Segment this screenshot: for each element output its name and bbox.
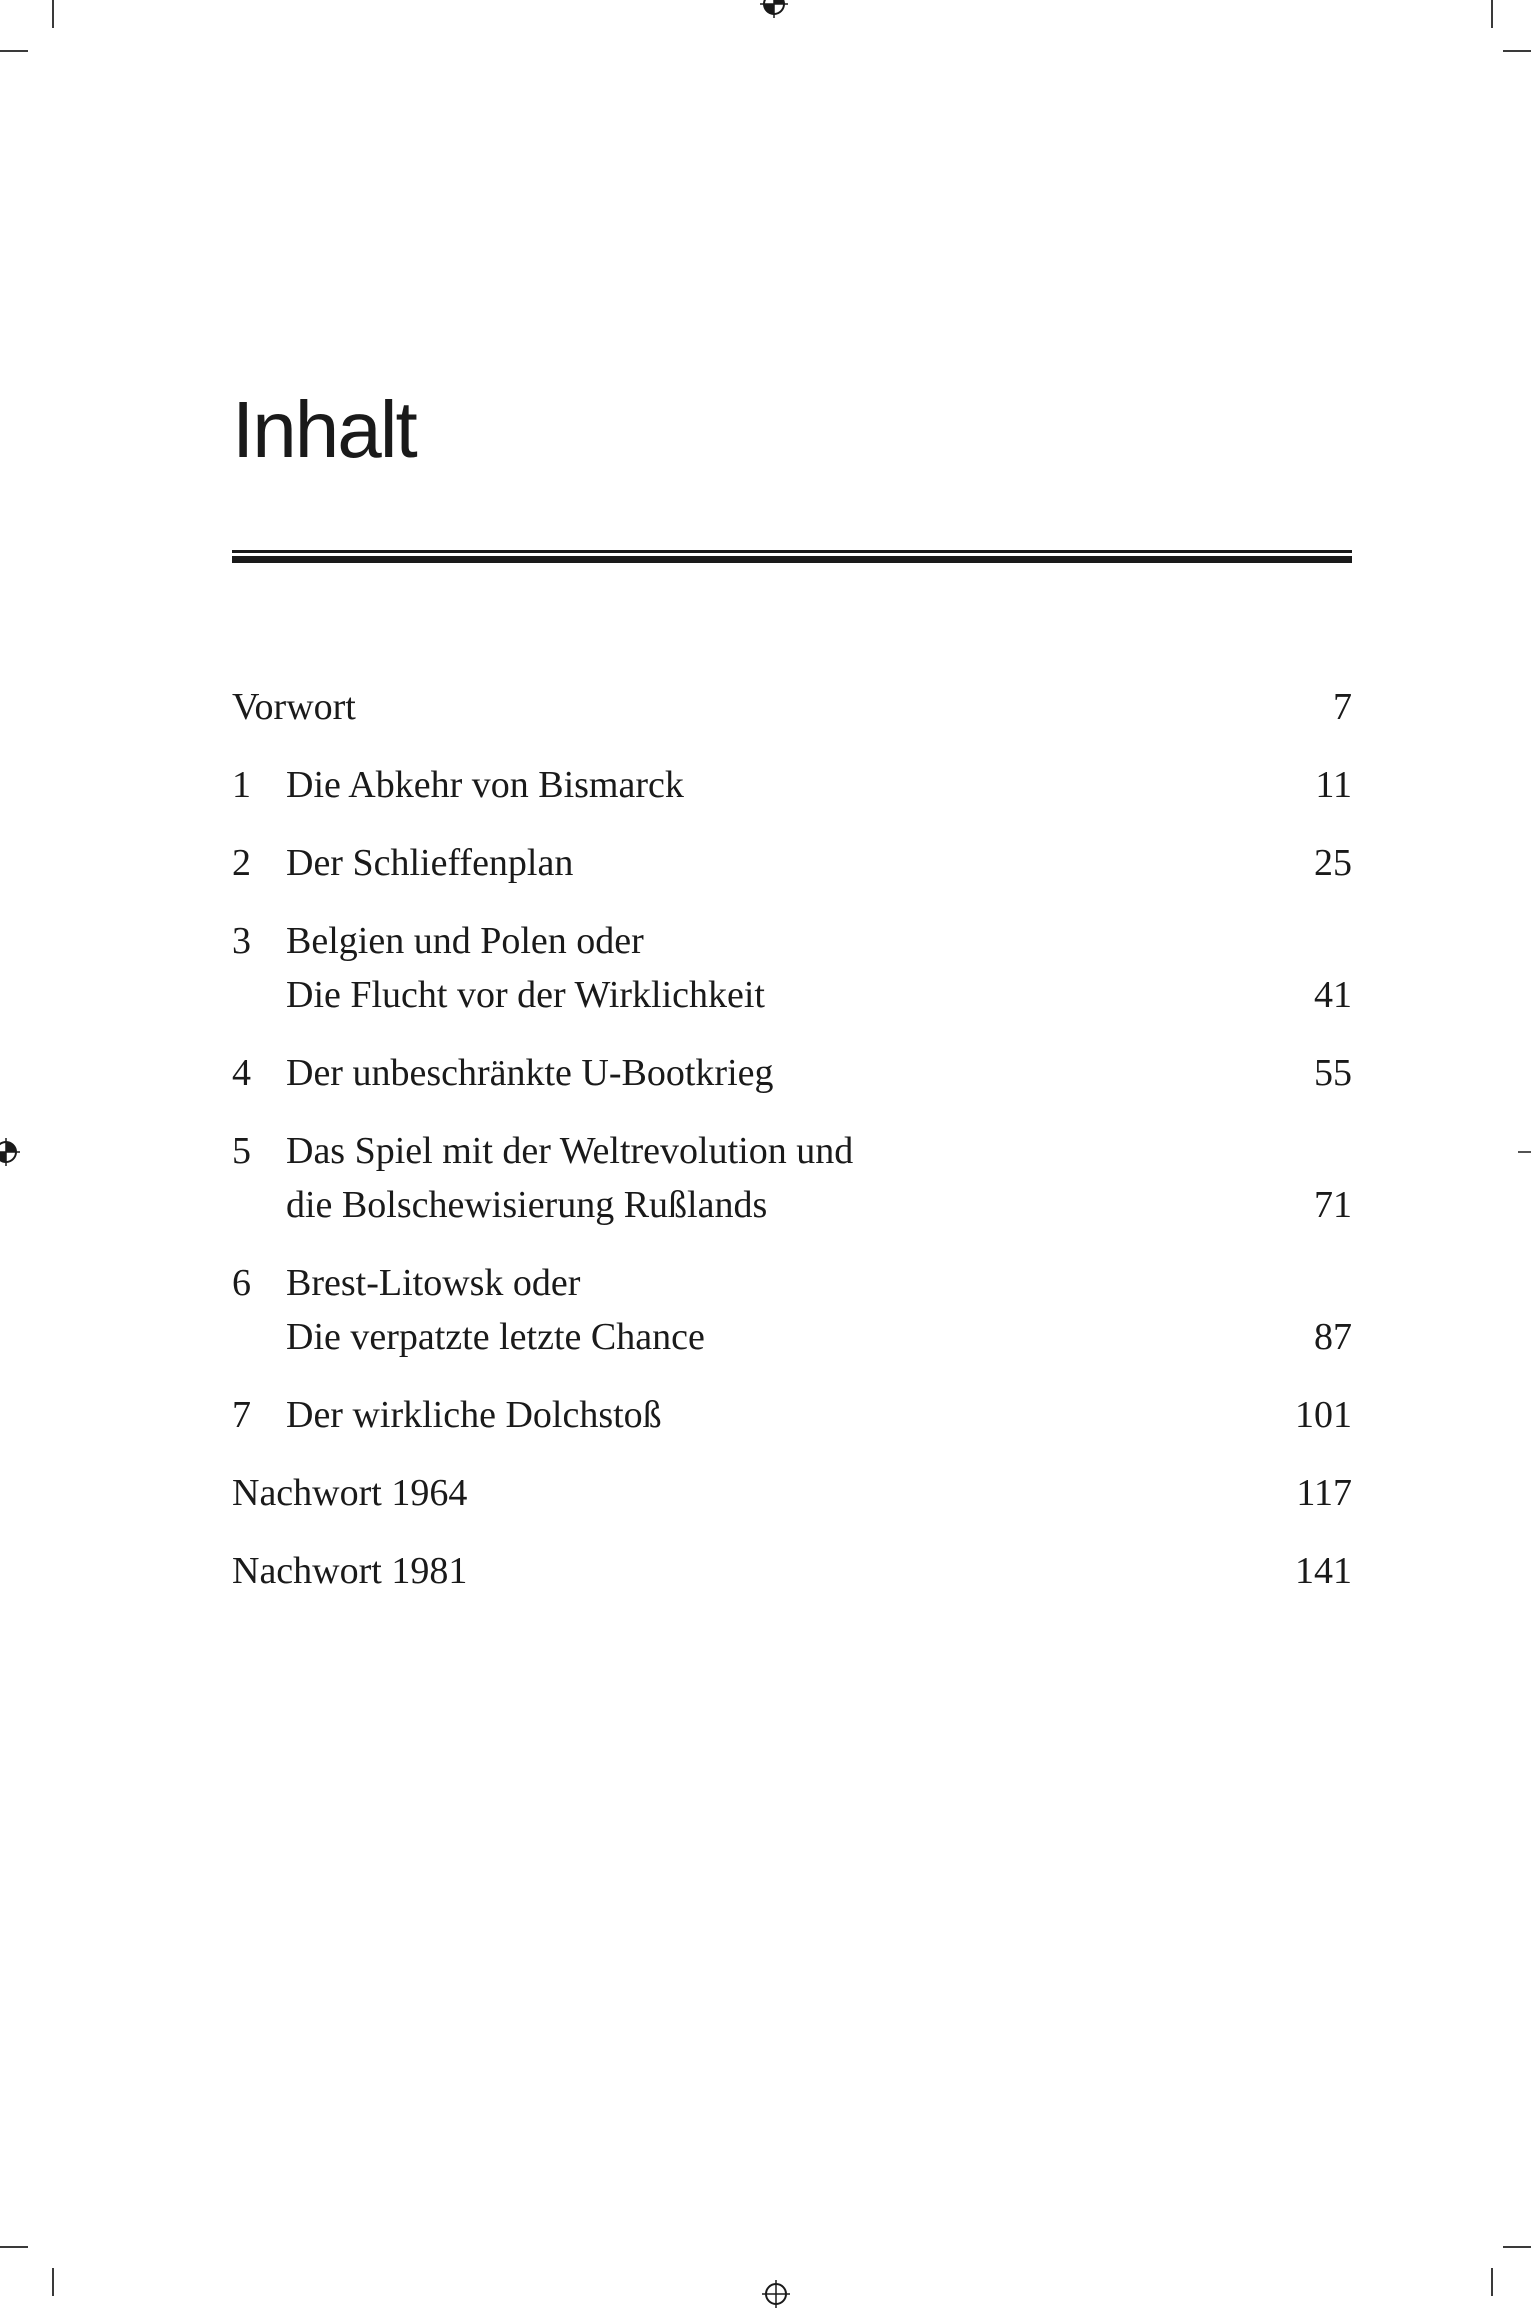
crop-mark-bottom-right-h xyxy=(1503,2246,1531,2248)
page-number: 101 xyxy=(1295,1394,1352,1436)
chapter-number: 5 xyxy=(232,1130,251,1172)
crop-mark-bottom-left-h xyxy=(0,2246,28,2248)
page-number: 117 xyxy=(1296,1472,1352,1514)
toc-entry-chapter-7[interactable] xyxy=(232,1388,1352,1442)
entry-title-line: Der wirkliche Dolchstoß xyxy=(286,1394,662,1436)
toc-entry-nachwort-1964[interactable] xyxy=(232,1466,1352,1520)
page-number: 87 xyxy=(1314,1316,1352,1358)
entry-title xyxy=(286,836,1272,890)
entry-title-line: Der Schlieffenplan xyxy=(286,842,574,884)
page-number: 7 xyxy=(1333,686,1352,728)
entry-title-line: Belgien und Polen oder xyxy=(286,920,644,962)
entry-title xyxy=(232,1544,1272,1598)
toc-entry-chapter-2[interactable] xyxy=(232,836,1352,890)
page-number: 55 xyxy=(1314,1052,1352,1094)
entry-title-line: Das Spiel mit der Weltrevolution und xyxy=(286,1130,854,1172)
title-rule-thin xyxy=(232,550,1352,553)
entry-title-line: Nachwort 1964 xyxy=(232,1472,468,1514)
toc-entry-chapter-5[interactable] xyxy=(232,1124,1352,1232)
entry-title-line: Brest-Litowsk oder xyxy=(286,1262,581,1304)
entry-title xyxy=(286,1388,1272,1442)
entry-title xyxy=(286,1046,1272,1100)
crop-mark-top-left xyxy=(52,0,54,28)
entry-title-line: Vorwort xyxy=(232,686,356,728)
entry-title-line: Der unbeschränkte U-Bootkrieg xyxy=(286,1052,774,1094)
toc-entry-chapter-1[interactable] xyxy=(232,758,1352,812)
toc-entry-chapter-6[interactable] xyxy=(232,1256,1352,1364)
crop-mark-bottom-right xyxy=(1491,2268,1493,2296)
page-number: 41 xyxy=(1314,974,1352,1016)
registration-mark-right-icon xyxy=(1518,1138,1531,1166)
chapter-number: 1 xyxy=(232,764,251,806)
chapter-number: 4 xyxy=(232,1052,251,1094)
entry-title xyxy=(232,1466,1272,1520)
page-number: 141 xyxy=(1295,1550,1352,1592)
title-rule-thick xyxy=(232,556,1352,563)
page-title: Inhalt xyxy=(232,385,416,474)
entry-title-line: Nachwort 1981 xyxy=(232,1550,468,1592)
crop-mark-top-right xyxy=(1491,0,1493,28)
toc-entry-chapter-4[interactable] xyxy=(232,1046,1352,1100)
toc-entry-vorwort[interactable] xyxy=(232,680,1352,734)
crop-mark-bottom-left xyxy=(52,2268,54,2296)
entry-title xyxy=(286,1124,1272,1232)
entry-title-line: Die Abkehr von Bismarck xyxy=(286,764,684,806)
entry-title xyxy=(286,1256,1272,1364)
registration-mark-left-icon xyxy=(0,1138,20,1166)
toc-entry-chapter-3[interactable] xyxy=(232,914,1352,1022)
entry-title xyxy=(286,758,1272,812)
page-number: 25 xyxy=(1314,842,1352,884)
chapter-number: 3 xyxy=(232,920,251,962)
entry-title-line: Die verpatzte letzte Chance xyxy=(286,1316,705,1358)
toc-entry-nachwort-1981[interactable] xyxy=(232,1544,1352,1598)
chapter-number: 6 xyxy=(232,1262,251,1304)
chapter-number: 7 xyxy=(232,1394,251,1436)
entry-title xyxy=(286,914,1272,1022)
page-number: 71 xyxy=(1314,1184,1352,1226)
registration-mark-top-icon xyxy=(760,0,788,18)
registration-mark-bottom-icon xyxy=(762,2280,790,2308)
page-number: 11 xyxy=(1315,764,1352,806)
crop-mark-top-right-h xyxy=(1503,50,1531,52)
entry-title-line: die Bolschewisierung Rußlands xyxy=(286,1184,768,1226)
entry-title-line: Die Flucht vor der Wirklichkeit xyxy=(286,974,765,1016)
table-of-contents xyxy=(232,680,1352,1622)
entry-title xyxy=(232,680,1272,734)
crop-mark-top-left-h xyxy=(0,50,28,52)
chapter-number: 2 xyxy=(232,842,251,884)
